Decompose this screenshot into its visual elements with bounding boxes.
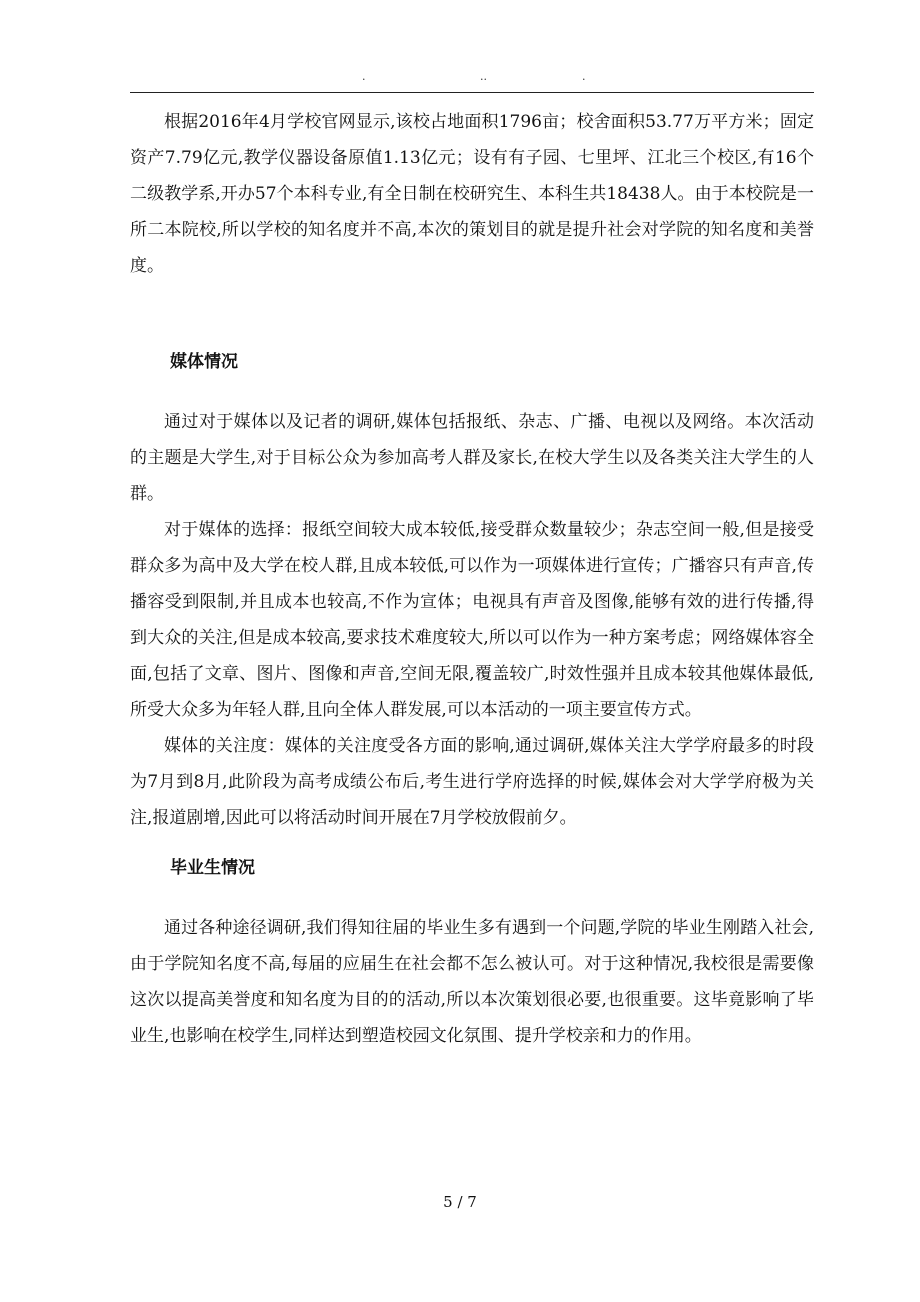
header-mark: .	[362, 70, 366, 83]
header-mark: ..	[480, 70, 487, 83]
section-heading-graduates: 毕业生情况	[170, 858, 255, 878]
header-mark: .	[582, 70, 586, 83]
paragraph-media-attention: 媒体的关注度：媒体的关注度受各方面的影响,通过调研,媒体关注大学学府最多的时段为7月到8月,此阶段为高考成绩公布后,考生进行学府选择的时候,媒体会对大学学府极为关注,报道剧增,因此可以将活动时间开展在7月学校放假前夕。	[130, 736, 814, 828]
spacer	[130, 380, 814, 404]
header-rule	[130, 92, 814, 93]
paragraph-graduates: 通过各种途径调研,我们得知往届的毕业生多有遇到一个问题,学院的毕业生刚踏入社会,由于学院知名度不高,每届的应届生在社会都不怎么被认可。对于这种情况,我校很是需要像这次以提高美誉度和知名度为目的的活动,所以本次策划很必要,也很重要。这毕竟影响了毕业生,也影响在校学生,同样达到塑造校园文化氛围、提升学校亲和力的作用。	[130, 918, 814, 1046]
section-heading-media: 媒体情况	[170, 352, 238, 372]
document-body	[130, 104, 814, 1054]
page-number: 5 / 7	[443, 1193, 477, 1211]
paragraph-school-overview: 根据2016年4月学校官网显示,该校占地面积1796亩；校舍面积53.77万平方米；固定资产7.79亿元,教学仪器设备原值1.13亿元；设有有子园、七里坪、江北三个校区,有16个二级教学系,开办57个本科专业,有全日制在校研究生、本科生共18438人。由于本校院是一所二本院校,所以学校的知名度并不高,本次的策划目的就是提升社会对学院的知名度和美誉度。	[130, 112, 814, 276]
paragraph-media-selection: 对于媒体的选择：报纸空间较大成本较低,接受群众数量较少；杂志空间一般,但是接受群众多为高中及大学在校人群,且成本较低,可以作为一项媒体进行宣传；广播容只有声音,传播容受到限制,并且成本也较高,不作为宣体；电视具有声音及图像,能够有效的进行传播,得到大众的关注,但是成本较高,要求技术难度较大,所以可以作为一种方案考虑；网络媒体容全面,包括了文章、图片、图像和声音,空间无限,覆盖较广,时效性强并且成本较其他媒体最低,所受大众多为年轻人群,且向全体人群发展,可以本活动的一项主要宣传方式。	[130, 520, 814, 720]
header-marks	[130, 70, 814, 88]
spacer	[130, 886, 814, 910]
spacer	[130, 836, 814, 850]
paragraph-media-research: 通过对于媒体以及记者的调研,媒体包括报纸、杂志、广播、电视以及网络。本次活动的主题是大学生,对于目标公众为参加高考人群及家长,在校大学生以及各类关注大学生的人群。	[130, 412, 814, 504]
spacer	[130, 284, 814, 344]
